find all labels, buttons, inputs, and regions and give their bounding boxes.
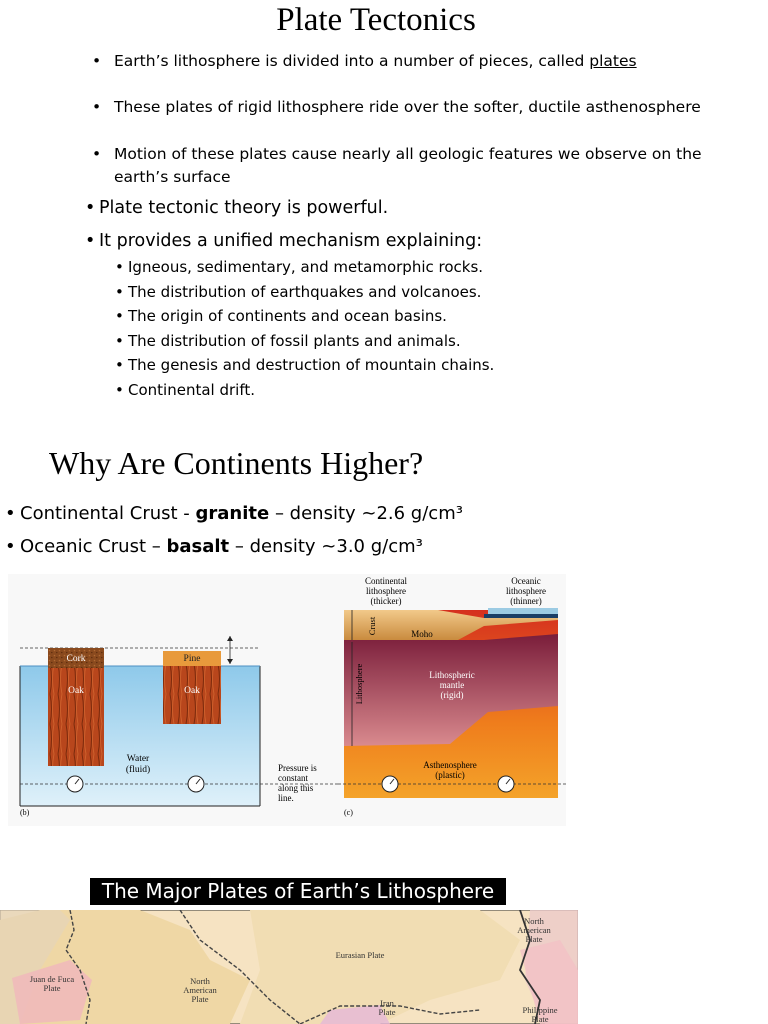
list-item-text: The distribution of earthquakes and volcanoes. (128, 283, 482, 301)
bullet-dot: • (5, 503, 16, 524)
bullet-text-line2: earth’s surface (114, 168, 231, 186)
asth-label-1: Asthenosphere (423, 760, 477, 770)
ocean-text-c: – density ~3.0 g/cm³ (229, 536, 423, 557)
bullet-dot: • (85, 231, 96, 251)
list-item (115, 258, 484, 276)
ocean-text-a: Oceanic Crust – (20, 536, 167, 557)
north-american-right-3: Plate (525, 934, 543, 944)
pine-label: Pine (183, 654, 201, 664)
pressure-note-4: line. (278, 793, 294, 803)
bullet-dot: • (115, 283, 124, 301)
plates-link[interactable]: plates (589, 52, 637, 70)
north-american-label-2: American (183, 985, 217, 995)
philippine-label-2: Plate (531, 1014, 549, 1024)
bullet-dot: • (115, 356, 124, 374)
fluid-label: (fluid) (125, 765, 151, 775)
basalt-bold: basalt (166, 536, 230, 557)
bullet-motion (92, 143, 702, 189)
theory-text: It provides a unified mechanism explaining: (99, 231, 483, 251)
pressure-gauge-left (67, 776, 83, 792)
bullet-dot: • (5, 536, 16, 557)
list-item-text: The distribution of fossil plants and animals. (128, 332, 461, 350)
list-item (115, 307, 447, 325)
bullet-dot: • (92, 98, 102, 116)
list-item (115, 283, 482, 301)
diagram-lithosphere-section (338, 574, 566, 826)
theory-powerful (85, 198, 389, 218)
philippine-label-1: Philippine (522, 1005, 558, 1015)
cork-label: Cork (66, 654, 86, 664)
pressure-note-3: along this (278, 783, 314, 793)
oce-label-2: lithosphere (506, 586, 546, 596)
panel-c-label: (c) (344, 808, 353, 817)
water-label: Water (126, 754, 150, 764)
slide-title-plate-tectonics: Plate Tectonics (276, 2, 476, 38)
pressure-gauge-right (188, 776, 204, 792)
panel-b-label: (b) (20, 808, 30, 817)
lm-label-3: (rigid) (440, 690, 464, 700)
ocean-water (488, 608, 558, 614)
list-item-text: Continental drift. (128, 381, 255, 399)
cont-label-3: (thicker) (370, 596, 402, 606)
moho-label: Moho (411, 629, 433, 639)
eurasian-label: Eurasian Plate (335, 950, 385, 960)
slide-title-continents-higher: Why Are Continents Higher? (49, 445, 424, 481)
list-item (115, 381, 255, 399)
oak-label-right: Oak (184, 686, 200, 696)
iran-label-1: Iran (380, 998, 394, 1008)
continental-crust-bullet (5, 503, 463, 524)
bullet-rigid-lithosphere (92, 96, 701, 119)
pressure-note-2: constant (278, 773, 308, 783)
bullet-dot: • (92, 145, 102, 163)
plates-map (0, 910, 578, 1024)
lm-label-2: mantle (439, 680, 465, 690)
oceanic-crust (484, 614, 558, 618)
bullet-text: These plates of rigid lithosphere ride over the softer, ductile asthenosphere (114, 98, 701, 116)
bullet-dot: • (115, 381, 124, 399)
north-american-label-3: Plate (191, 994, 209, 1004)
cont-label-1: Continental (365, 576, 407, 586)
bullet-dot: • (92, 52, 102, 70)
list-item-text: Igneous, sedimentary, and metamorphic rocks. (128, 258, 484, 276)
list-item (115, 332, 461, 350)
lithosphere-label: Lithosphere (354, 663, 364, 705)
cont-label-2: lithosphere (366, 586, 406, 596)
pressure-gauge-right (498, 776, 514, 792)
theory-unified (85, 231, 483, 251)
bullet-dot: • (115, 307, 124, 325)
list-item (115, 356, 495, 374)
juan-de-fuca-label: Juan de Fuca (29, 974, 75, 984)
list-item-text: The origin of continents and ocean basins. (128, 307, 447, 325)
cont-text-c: – density ~2.6 g/cm³ (269, 503, 463, 524)
bullet-dot: • (115, 258, 124, 276)
bullet-dot: • (85, 198, 96, 218)
bullet-text: Earth’s lithosphere is divided into a number of pieces, called (114, 52, 590, 70)
north-american-right-1: North (524, 916, 544, 926)
oak-block-left (48, 668, 104, 766)
crust-label: Crust (367, 616, 377, 636)
bullet-plates (92, 50, 637, 73)
lm-label-1: Lithospheric (429, 670, 475, 680)
north-american-right-2: American (517, 925, 551, 935)
granite-bold: granite (195, 503, 270, 524)
iran-label-2: Plate (378, 1007, 396, 1017)
oce-label-1: Oceanic (511, 576, 541, 586)
juan-de-fuca-plate: Plate (43, 983, 61, 993)
oce-label-3: (thinner) (510, 596, 542, 606)
diagram-floating-blocks (8, 574, 338, 826)
cont-text-a: Continental Crust - (20, 503, 196, 524)
oak-label-left: Oak (68, 686, 84, 696)
list-item-text: The genesis and destruction of mountain chains. (128, 356, 495, 374)
asth-label-2: (plastic) (435, 770, 465, 780)
oceanic-crust-bullet (5, 536, 423, 557)
map-title: The Major Plates of Earth’s Lithosphere (90, 878, 506, 905)
theory-text: Plate tectonic theory is powerful. (99, 198, 389, 218)
pressure-note-1: Pressure is (278, 763, 317, 773)
bullet-dot: • (115, 332, 124, 350)
north-american-label-1: North (190, 976, 210, 986)
bullet-text-line1: Motion of these plates cause nearly all geologic features we observe on the (114, 145, 702, 163)
pressure-gauge-left (382, 776, 398, 792)
